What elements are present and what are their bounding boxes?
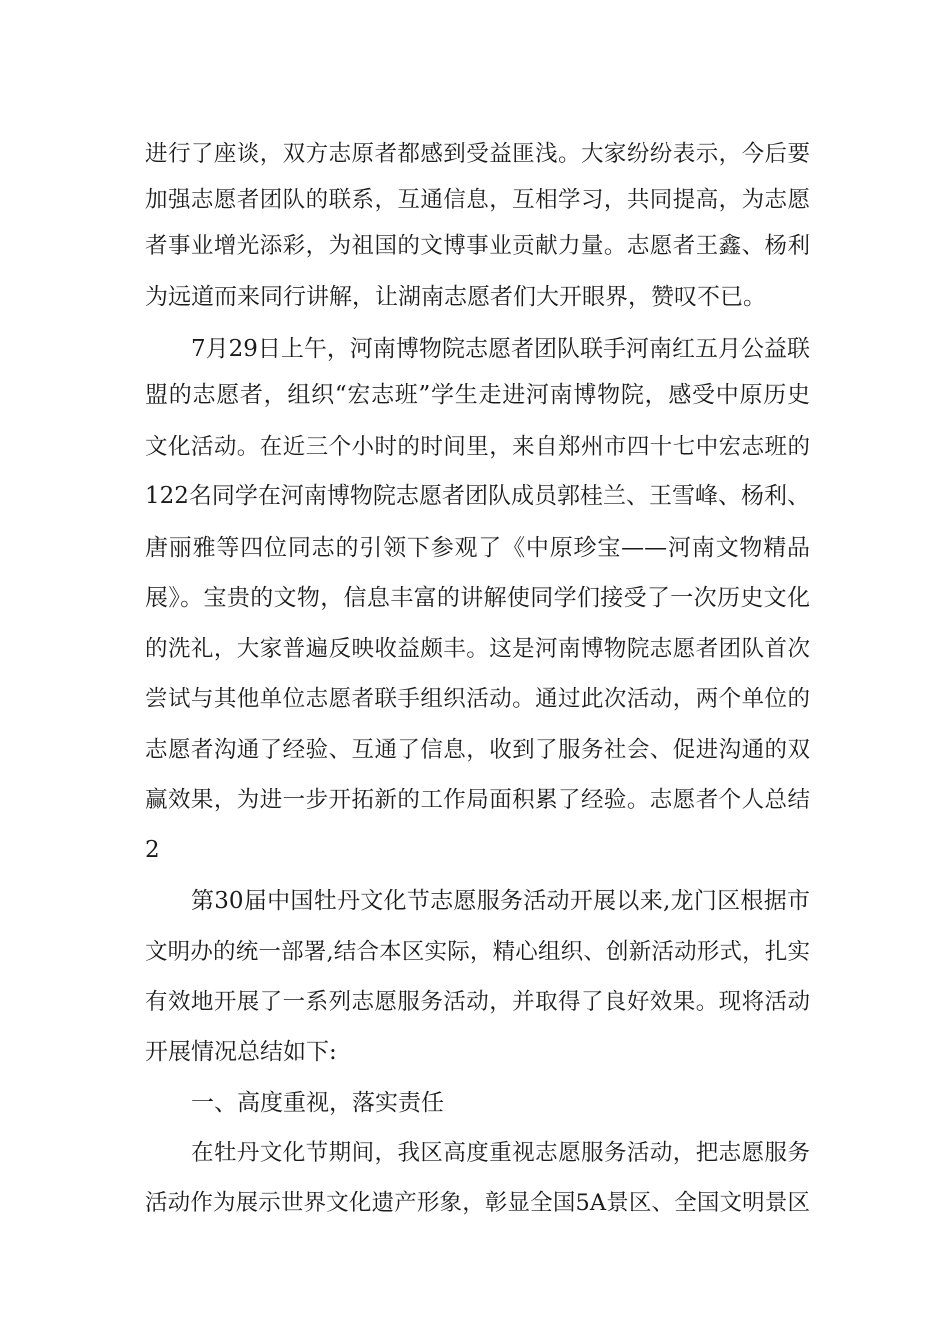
text-line: 展》。宝贵的文物，信息丰富的讲解使同学们接受了一次历史文化	[145, 585, 810, 611]
text-line: 唐丽雅等四位同志的引领下参观了《中原珍宝——河南文物精品	[145, 535, 810, 561]
text-line: 文明办的统一部署,结合本区实际，精心组织、创新活动形式，扎实	[145, 939, 810, 965]
text-line: 122名同学在河南博物院志愿者团队成员郭桂兰、王雪峰、杨利、	[145, 483, 810, 509]
text-line: 者事业增光添彩，为祖国的文博事业贡献力量。志愿者王鑫、杨利	[145, 233, 810, 259]
text-line: 在牡丹文化节期间，我区高度重视志愿服务活动，把志愿服务	[191, 1140, 810, 1166]
text-line: 开展情况总结如下:	[145, 1039, 337, 1065]
text-line: 进行了座谈，双方志原者都感到受益匪浅。大家纷纷表示，今后要	[145, 141, 810, 167]
text-line: 盟的志愿者，组织“宏志班”学生走进河南博物院，感受中原历史	[145, 382, 810, 408]
text-line: 7月29日上午，河南博物院志愿者团队联手河南红五月公益联	[191, 336, 810, 362]
text-line: 第30届中国牡丹文化节志愿服务活动开展以来,龙门区根据市	[191, 888, 810, 914]
text-line: 的洗礼，大家普遍反映收益颇丰。这是河南博物院志愿者团队首次	[145, 636, 810, 662]
text-line: 志愿者沟通了经验、互通了信息，收到了服务社会、促进沟通的双	[145, 737, 810, 763]
text-line: 加强志愿者团队的联系，互通信息，互相学习，共同提高，为志愿	[145, 187, 810, 213]
section-heading: 一、高度重视，落实责任	[191, 1090, 444, 1116]
text-line: 赢效果，为进一步开拓新的工作局面积累了经验。志愿者个人总结	[145, 787, 810, 813]
text-line: 有效地开展了一系列志愿服务活动，并取得了良好效果。现将活动	[145, 989, 810, 1015]
text-line: 为远道而来同行讲解，让湖南志愿者们大开眼界，赞叹不已。	[145, 284, 766, 310]
text-line: 尝试与其他单位志愿者联手组织活动。通过此次活动，两个单位的	[145, 686, 810, 712]
text-line: 2	[145, 837, 160, 863]
text-line: 活动作为展示世界文化遗产形象，彰显全国5A景区、全国文明景区	[145, 1190, 810, 1216]
text-line: 文化活动。在近三个小时的时间里，来自郑州市四十七中宏志班的	[145, 434, 810, 460]
